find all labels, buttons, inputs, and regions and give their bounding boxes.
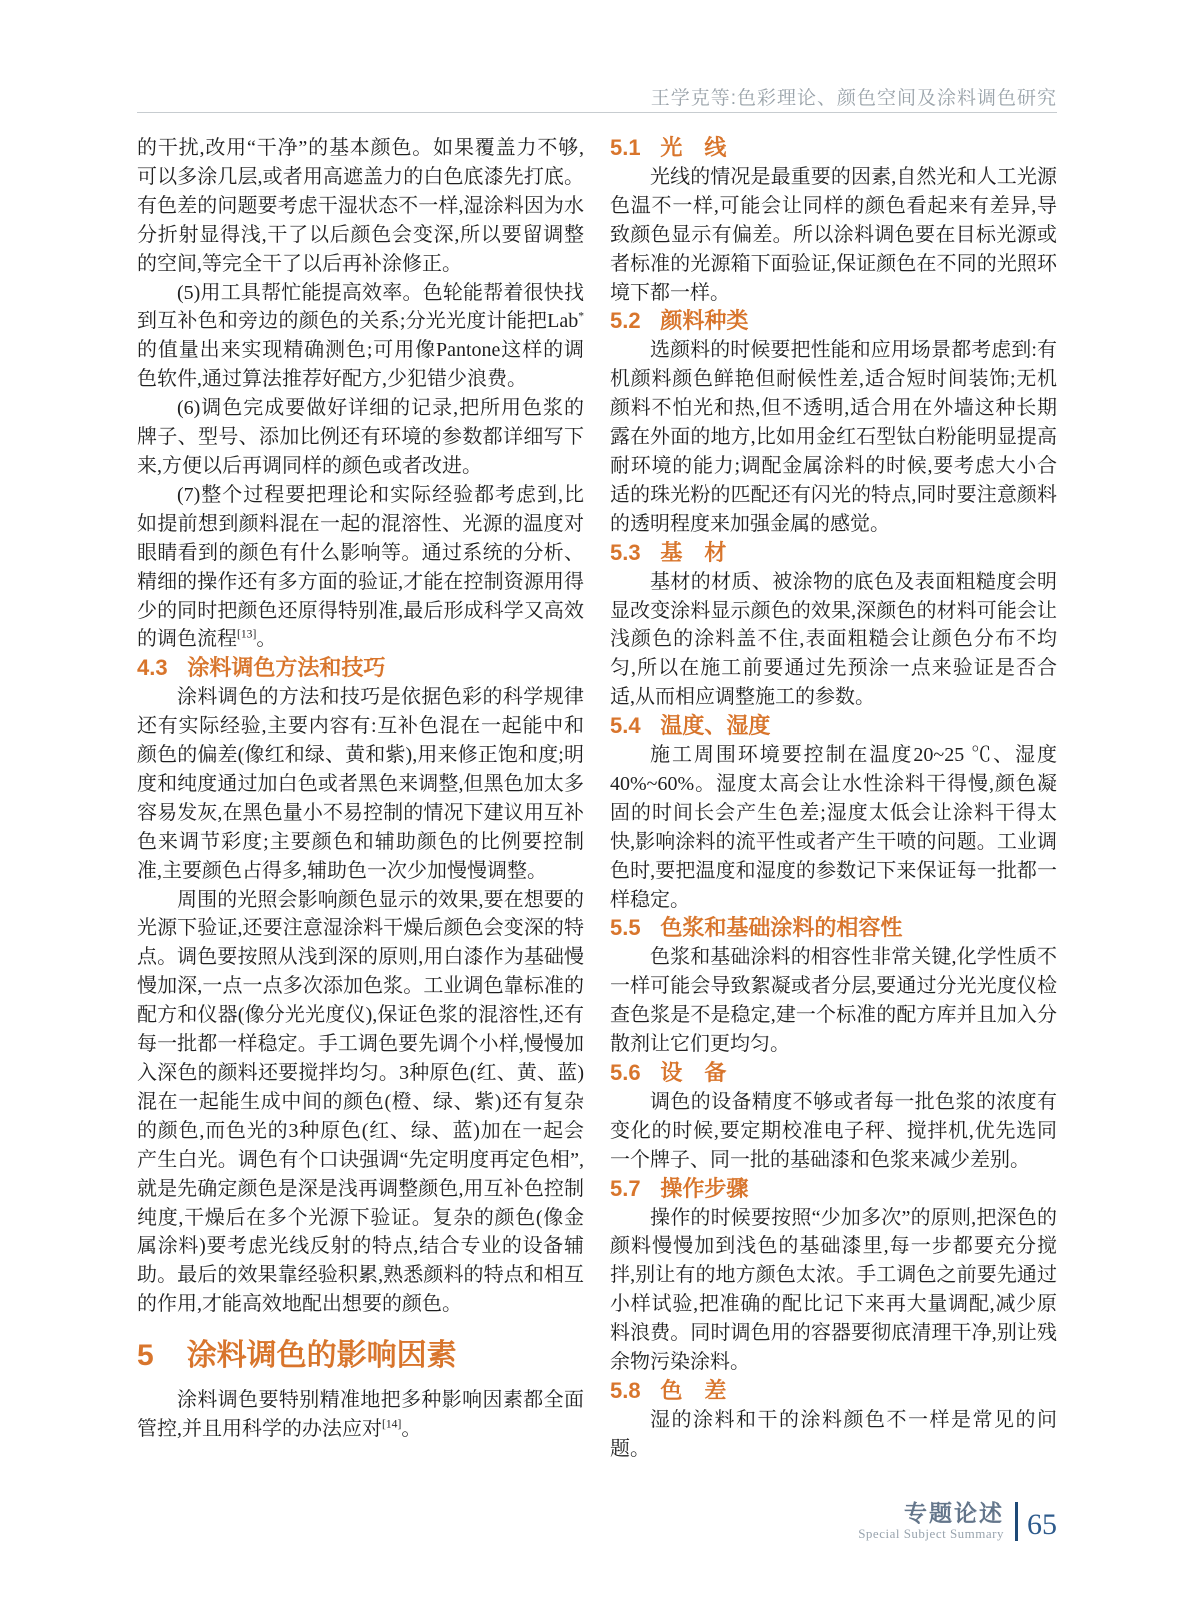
heading-title: 色 差 [660,1377,727,1403]
subsection-heading [610,539,1057,568]
paragraph: 调色的设备精度不够或者每一批色浆的浓度有变化的时候,要定期校准电子秤、搅拌机,优先选同一个牌子、同一批的基础漆和色浆来减少差别。 [610,1090,1057,1171]
heading-title: 基 材 [660,539,727,565]
heading-number: 5.5 [610,915,641,941]
paragraph: 施工周围环境要控制在温度20~25 ℃、湿度40%~60%。湿度太高会让水性涂料干得慢,颜色凝固的时间长会产生色差;湿度太低会让涂料干得太快,影响涂料的流平性或者产生干喷的问题。工业调色时,要把温度和湿度的参数记下来保证每一批都一样稳定。 [610,744,1057,911]
heading-title: 设 备 [660,1060,727,1085]
paragraph: 的干扰,改用“干净”的基本颜色。如果覆盖力不够,可以多涂几层,或者用高遮盖力的白色底漆先打底。有色差的问题要考虑干湿状态不一样,湿涂料因为水分折射显得浅,干了以后颜色会变深,所以要留调整的空间,等完全干了以后再补涂修正。 [137,137,584,275]
superscript-reference: * [578,309,584,323]
paragraph: 基材的材质、被涂物的底色及表面粗糙度会明显改变涂料显示颜色的效果,深颜色的材料可能会让浅颜色的涂料盖不住,表面粗糙会让颜色分布不均匀,所以在施工前要通过先预涂一点来验证是否合适,从而相应调整施工的参数。 [610,570,1057,709]
page-footer [858,1500,1057,1542]
running-title: 王学克等:色彩理论、颜色空间及涂料调色研究 [650,88,1057,109]
heading-number: 5.8 [610,1377,641,1403]
subsection-heading [610,1377,1057,1406]
superscript-reference: [13] [237,627,257,641]
heading-title: 色浆和基础涂料的相容性 [660,915,903,941]
paragraph: 涂料调色的方法和技巧是依据色彩的科学规律还有实际经验,主要内容有:互补色混在一起能中和颜色的偏差(像红和绿、黄和紫),用来修正饱和度;明度和纯度通过加白色或者黑色来调整,但黑色加太多容易发灰,在黑色量小不易控制的情况下建议用互补色来调节彩度;主要颜色和辅助颜色的比例要控制准,主要颜色占得多,辅助色一次少加慢慢调整。 [137,686,584,882]
paragraph: 周围的光照会影响颜色显示的效果,要在想要的光源下验证,还要注意湿涂料干燥后颜色会变深的特点。调色要按照从浅到深的原则,用白漆作为基础慢慢加深,一点一点多次添加色浆。工业调色靠标准的配方和仪器(像分光光度仪),保证色浆的混溶性,还有每一批都一样稳定。手工调色要先调个小样,慢慢加入深色的颜料还要搅拌均匀。3种原色(红、黄、蓝)混在一起能生成中间的颜色(橙、绿、紫)还有复杂的颜色,而色光的3种原色(红、绿、蓝)加在一起会产生白光。调色有个口诀强调“先定明度再定色相”,就是先确定颜色是深是浅再调整颜色,用互补色控制纯度,干燥后在多个光源下验证。复杂的颜色(像金属涂料)要考虑光线反射的特点,结合专业的设备辅助。最后的效果靠经验积累,熟悉颜料的特点和相互的作用,才能高效地配出想要的颜色。 [137,888,584,1316]
paragraph: (6)调色完成要做好详细的记录,把所用色浆的牌子、型号、添加比例还有环境的参数都详细写下来,方便以后再调同样的颜色或者改进。 [137,397,584,477]
paragraph: 光线的情况是最重要的因素,自然光和人工光源色温不一样,可能会让同样的颜色看起来有差异,导致颜色显示有偏差。所以涂料调色要在目标光源或者标准的光源箱下面验证,保证颜色在不同的光照环境下都一样。 [610,165,1057,304]
heading-number: 5.6 [610,1060,641,1085]
heading-title: 颜料种类 [660,308,749,334]
subsection-heading [610,134,1057,163]
paragraph: 选颜料的时候要把性能和应用场景都考虑到:有机颜料颜色鲜艳但耐候性差,适合短时间装饰;无机颜料不怕光和热,但不透明,适合用在外墙这种长期露在外面的地方,比如用金红石型钛白粉能明显提高耐环境的能力;调配金属涂料的时候,要考虑大小合适的珠光粉的匹配还有闪光的特点,同时要注意颜料的透明程度来加强金属的感觉。 [610,339,1057,535]
heading-number: 5.4 [610,713,641,739]
right-column [610,134,1057,1464]
subsection-heading [610,307,1057,336]
footer-section-label-en: Special Subject Summary [858,1526,1004,1541]
heading-number: 5 [137,1339,154,1373]
running-header [137,83,1057,110]
heading-number: 5.3 [610,539,641,565]
heading-number: 4.3 [137,655,168,681]
heading-title: 操作步骤 [660,1175,749,1201]
paragraph: 色浆和基础涂料的相容性非常关键,化学性质不一样可能会导致絮凝或者分层,要通过分光光度仪检查色浆是不是稳定,建一个标准的配方库并且加入分散剂让它们更均匀。 [610,946,1057,1056]
left-column [137,134,584,1444]
paragraph: 涂料调色要特别精准地把多种影响因素都全面管控,并且用科学的办法应对[14]。 [137,1389,584,1441]
subsection-heading [137,654,584,683]
subsection-heading [610,712,1057,741]
paragraph: 操作的时候要按照“少加多次”的原则,把深色的颜料慢慢加到浅色的基础漆里,每一步都要充分搅拌,别让有的地方颜色太浓。手工调色之前要先通过小样试验,把准确的配比记下来再大量调配,减少原料浪费。同时调色用的容器要彻底清理干净,别让残余物污染涂料。 [610,1206,1057,1374]
subsection-heading [610,1059,1057,1088]
heading-title: 光 线 [660,135,727,160]
paragraph: 湿的涂料和干的涂料颜色不一样是常见的问题。 [610,1408,1057,1460]
heading-title: 涂料调色方法和技巧 [187,655,386,681]
subsection-heading [610,914,1057,943]
footer-labels [858,1501,1004,1541]
footer-section-label-cn: 专题论述 [904,1500,1004,1526]
page-number: 65 [1027,1508,1057,1541]
header-rule [137,112,1057,113]
subsection-heading [610,1175,1057,1204]
heading-number: 5.2 [610,308,641,334]
heading-title: 温度、湿度 [660,713,771,739]
heading-number: 5.1 [610,135,641,160]
section-heading [137,1336,584,1376]
heading-number: 5.7 [610,1175,641,1201]
heading-title: 涂料调色的影响因素 [186,1339,457,1373]
paragraph: (7)整个过程要把理论和实际经验都考虑到,比如提前想到颜料混在一起的混溶性、光源的温度对眼睛看到的颜色有什么影响等。通过系统的分析、精细的操作还有多方面的验证,才能在控制资源用得少的同时把颜色还原得特别准,最后形成科学又高效的调色流程[13]。 [137,483,584,651]
paragraph: (5)用工具帮忙能提高效率。色轮能帮着很快找到互补色和旁边的颜色的关系;分光光度计能把Lab*的值量出来实现精确测色;可用像Pantone这样的调色软件,通过算法推荐好配方,少犯错少浪费。 [137,281,584,391]
superscript-reference: [14] [382,1417,402,1431]
footer-divider [1015,1502,1018,1541]
